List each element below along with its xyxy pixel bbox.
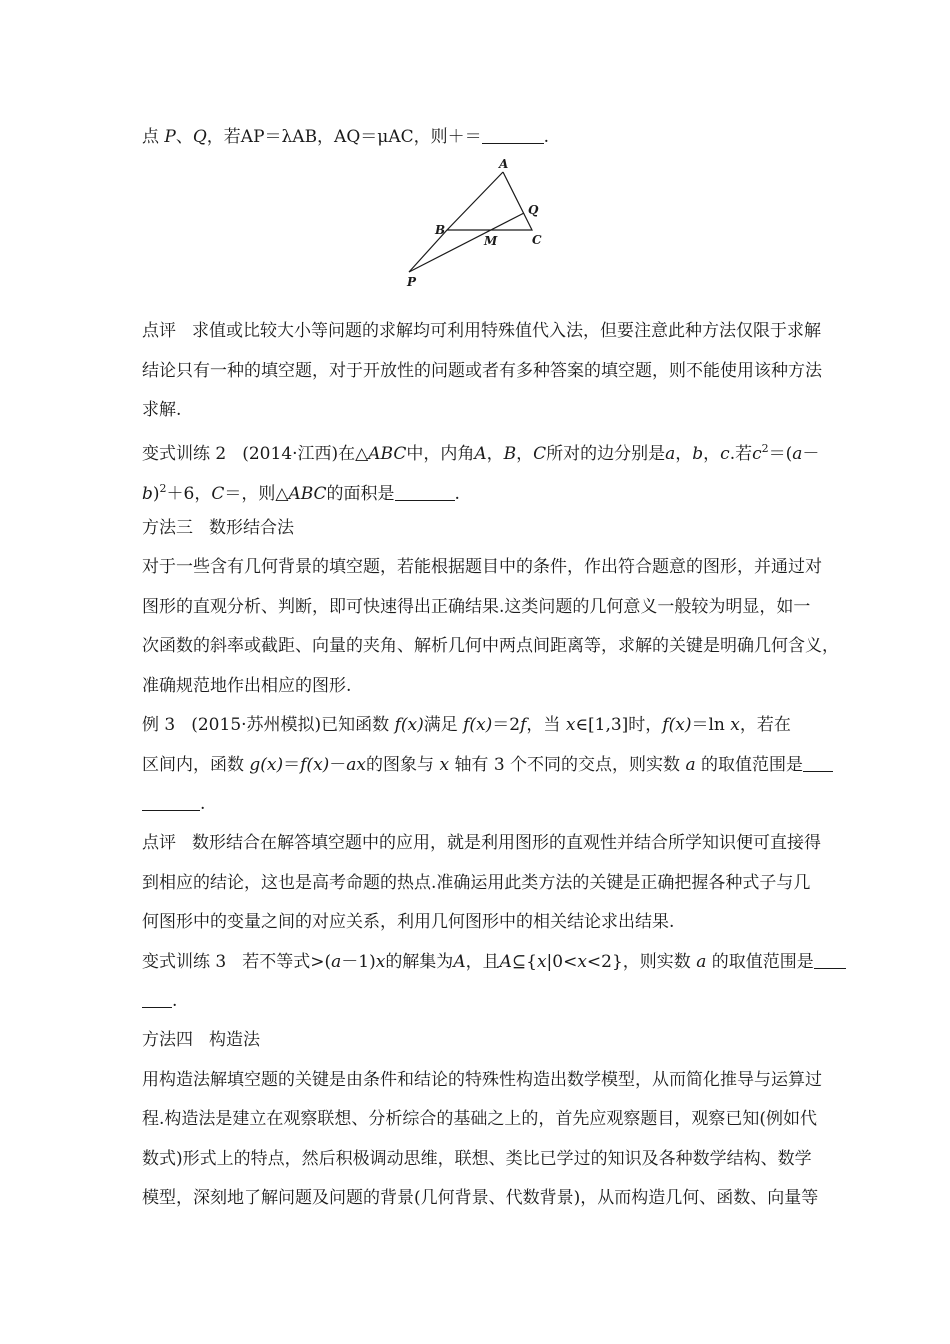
text-run: f(x) (662, 715, 692, 735)
text-run: 到相应的结论，这也是高考命题的热点.准确运用此类方法的关键是正确把握各种式子与几 (142, 873, 811, 893)
answer-blank (142, 795, 200, 811)
exercise-line (142, 478, 460, 505)
paragraph-line (142, 1108, 817, 1130)
text-run: 、 (175, 127, 193, 147)
paragraph-line (142, 1069, 822, 1091)
text-run: 模型，深刻地了解问题及问题的背景(几何背景、代数背景)，从而构造几何、函数、向量等 (142, 1188, 819, 1208)
text-run: A (474, 444, 487, 464)
text-run: ∈[1,3]时， (575, 715, 663, 735)
text-run: 所对的边分别是 (546, 444, 666, 464)
label-q: Q (528, 203, 539, 217)
text-run: 何图形中的变量之间的对应关系，利用几何图形中的相关结论求出结果. (142, 912, 675, 932)
text-run: x (375, 952, 386, 972)
text-run: 的取值范围是 (701, 755, 804, 775)
text-run: 的解集为 (385, 952, 454, 972)
text-run: . (200, 794, 206, 814)
section-heading (142, 1029, 260, 1051)
example-label: 例 3 (142, 715, 176, 735)
text-run: A (499, 952, 512, 972)
label-b: B (435, 223, 446, 237)
text-run: 图形的直观分析、判断，即可快速得出正确结果.这类问题的几何意义一般较为明显，如一 (142, 597, 811, 617)
section-heading (142, 517, 294, 539)
segment-pq (409, 213, 524, 272)
superscript: 2 (159, 482, 167, 495)
text-run: f(x) (463, 715, 493, 735)
text-run: 区间内，函数 (142, 755, 244, 775)
text-run: ＋6， (166, 484, 212, 504)
text-run: 点 (142, 127, 165, 147)
text-run: 对于一些含有几何背景的填空题，若能根据题目中的条件，作出符合题意的图形，并通过对 (142, 557, 822, 577)
text-run: a (792, 444, 803, 464)
text-run: C (211, 484, 225, 504)
text-run: ＝，则△ (224, 484, 289, 504)
text-run: 的面积是 (326, 484, 395, 504)
text-run: A (453, 952, 466, 972)
method-title: 方法四 (142, 1030, 193, 1050)
label-p: P (407, 275, 417, 289)
exercise-line: 变式训练 2 (2014·江西)在△ABC中，内角A，B，C所对的边分别是a，b，c.若$c^2=(a-$ (142, 442, 820, 464)
text-run: 用构造法解填空题的关键是由条件和结论的特殊性构造出数学模型，从而简化推导与运算过 (142, 1070, 822, 1090)
method-title: 方法三 (142, 518, 193, 538)
text-run: ＝ (283, 755, 301, 775)
method-name: 数形结合法 (209, 518, 294, 538)
example-line (142, 793, 205, 815)
answer-blank (142, 992, 172, 1008)
text-run: ＝ln (691, 715, 725, 735)
text-run: 的取值范围是 (711, 952, 814, 972)
paragraph-line (142, 635, 839, 657)
remark-line (142, 320, 821, 342)
text-run: 程.构造法是建立在观察联想、分析综合的基础之上的，首先应观察题目，观察已知(例如代 (142, 1109, 818, 1129)
remark-label: 点评 (142, 321, 176, 341)
text-run: g(x) (249, 755, 284, 775)
method-name: 构造法 (209, 1030, 260, 1050)
text-run: f(x) (300, 755, 330, 775)
remark-line (142, 832, 821, 854)
text-run: c (752, 444, 762, 464)
text-run: ，且 (465, 952, 500, 972)
text-run: x (730, 715, 740, 735)
text-run: a (685, 755, 696, 775)
text-run: a (331, 952, 342, 972)
text-run: ax (346, 755, 367, 775)
text-run: 满足 (423, 715, 458, 735)
text-run: a (665, 444, 676, 464)
text-run: (2015·苏州模拟)已知函数 (191, 715, 390, 735)
text-run: － (329, 755, 347, 775)
text-run: c (720, 444, 730, 464)
remark-line (142, 872, 810, 894)
text-run: (2014·江西)在△ (242, 444, 369, 464)
exercise-label: 变式训练 2 (142, 444, 227, 464)
text-run: ⊆{ (511, 952, 537, 972)
point-q: Q (192, 127, 207, 147)
text-run: x (565, 715, 576, 735)
example-line (142, 754, 833, 776)
text-run: 轴有 3 个不同的交点，则实数 (454, 755, 681, 775)
text-run: <2}，则实数 (586, 952, 691, 972)
exercise-line (142, 990, 177, 1012)
text-run: ) (152, 484, 160, 504)
text-run: C (533, 444, 547, 464)
example-line (142, 714, 791, 736)
remark-line (142, 360, 822, 382)
text-run: ＝( (768, 444, 793, 464)
text-run: 数形结合在解答填空题中的应用，就是利用图形的直观性并结合所学知识便可直接得 (192, 833, 821, 853)
triangle-abc (447, 172, 532, 230)
paragraph-line (142, 596, 810, 618)
text-run: 的图象与 (366, 755, 435, 775)
text-run: ABC (368, 444, 407, 464)
text-run: －1) (341, 952, 376, 972)
text-run: x (439, 755, 450, 775)
label-a: A (499, 157, 509, 171)
text-run: ，若AP＝λAB，AQ＝μAC，则＋＝ (206, 127, 482, 147)
text-run: x (536, 952, 547, 972)
text-run: f (520, 715, 527, 735)
text-run: 中，内角 (406, 444, 475, 464)
text-run: 数式)形式上的特点，然后积极调动思维，联想、类比已学过的知识及各种数学结构、数学 (142, 1149, 812, 1169)
label-m: M (484, 234, 498, 248)
text-run: ABC (288, 484, 327, 504)
triangle-figure (395, 155, 555, 290)
text-run: 准确规范地作出相应的图形. (142, 676, 352, 696)
remark-line (142, 911, 674, 933)
text-run: |0< (546, 952, 578, 972)
point-p: P (164, 127, 176, 147)
answer-blank (803, 756, 833, 772)
text-run: － (802, 444, 820, 464)
answer-blank (814, 953, 846, 969)
exercise-label: 变式训练 3 (142, 952, 227, 972)
remark-line (142, 399, 181, 421)
text-run: b (142, 484, 153, 504)
superscript: 2 (761, 442, 769, 455)
text-run: 求解. (142, 400, 182, 420)
answer-blank (395, 485, 455, 501)
text-run: b (692, 444, 704, 464)
problem-line (142, 126, 549, 148)
text-run: ＝2 (492, 715, 521, 735)
paragraph-line (142, 556, 822, 578)
text-run: . (543, 127, 550, 147)
text-run: f(x) (394, 715, 424, 735)
paragraph-line (142, 1187, 818, 1209)
paragraph-line (142, 675, 351, 697)
text-run: x (577, 952, 587, 972)
paragraph-line (142, 1148, 812, 1170)
label-c: C (532, 233, 542, 247)
text-run: 结论只有一种的填空题，对于开放性的问题或者有多种答案的填空题，则不能使用该种方法 (142, 361, 822, 381)
text-run: ，若在 (739, 715, 791, 735)
text-run: 若不等式>( (242, 952, 332, 972)
text-run: 求值或比较大小等问题的求解均可利用特殊值代入法，但要注意此种方法仅限于求解 (192, 321, 821, 341)
remark-label: 点评 (142, 833, 176, 853)
text-run: .若 (729, 444, 753, 464)
text-run: 次函数的斜率或截距、向量的夹角、解析几何中两点间距离等，求解的关键是明确几何含义， (142, 636, 839, 656)
text-run: ，当 (526, 715, 561, 735)
answer-blank (482, 128, 544, 144)
text-run: a (696, 952, 707, 972)
text-run: B (503, 444, 517, 464)
text-run: . (454, 484, 460, 504)
text-run: . (172, 991, 178, 1011)
exercise-line (142, 951, 846, 973)
